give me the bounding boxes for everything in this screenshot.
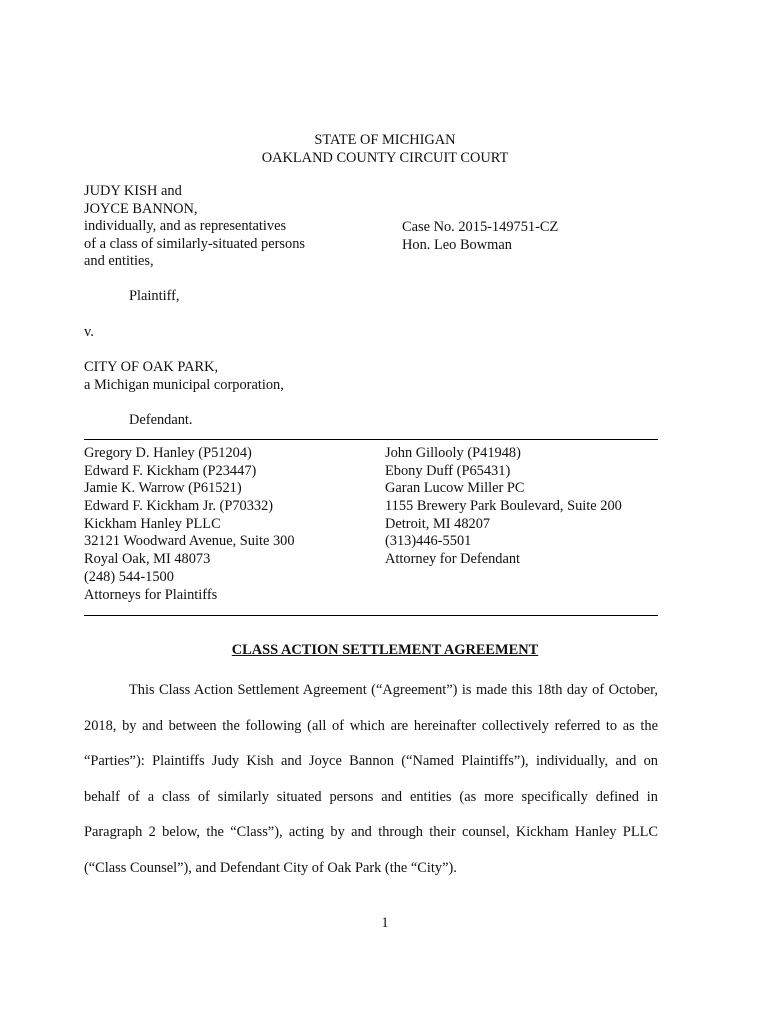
counsel-line: Ebony Duff (P65431) [385,462,511,479]
counsel-line: Edward F. Kickham (P23447) [84,462,257,479]
caption-defendant [84,358,384,393]
agreement-paragraph [84,681,658,895]
case-info [402,218,642,253]
counsel-line: Edward F. Kickham Jr. (P70332) [84,498,274,515]
paragraph-line: “Parties”): Plaintiffs Judy Kish and Joyce Bannon (“Named Plaintiffs”), individually, and on [84,753,658,770]
counsel-line: Attorneys for Plaintiffs [84,586,218,603]
document-title-text: CLASS ACTION SETTLEMENT AGREEMENT [231,642,539,658]
plaintiff-line: individually, and as representatives [84,218,287,235]
divider-top [84,439,658,440]
versus: v. [84,324,94,340]
counsel-line: 32121 Woodward Avenue, Suite 300 [84,533,295,550]
paragraph-line: This Class Action Settlement Agreement (“Agreement”) is made this 18th day of October, [129,682,658,698]
plaintiff-line: of a class of similarly-situated persons [84,235,306,252]
counsel-line: Detroit, MI 48207 [385,515,491,532]
plaintiff-label: Plaintiff, [129,288,180,304]
court-state: STATE OF MICHIGAN [314,132,456,148]
counsel-line: (248) 544-1500 [84,568,174,585]
counsel-line: Royal Oak, MI 48073 [84,551,211,568]
court-name: OAKLAND COUNTY CIRCUIT COURT [261,150,509,166]
paragraph-line: behalf of a class of similarly situated persons and entities (as more specifically defined in [84,788,658,805]
caption-plaintiffs [84,182,374,270]
defendant-counsel [385,444,655,568]
counsel-line: John Gillooly (P41948) [385,445,521,461]
divider-bottom [84,615,658,616]
page-number: 1 [381,915,389,931]
paragraph-line: Paragraph 2 below, the “Class”), acting by and through their counsel, Kickham Hanley PLLC [84,824,658,841]
plaintiff-line: JUDY KISH and [84,183,182,199]
document-title [0,641,770,659]
plaintiff-line: and entities, [84,253,154,270]
counsel-line: Garan Lucow Miller PC [385,480,525,497]
counsel-line: Gregory D. Hanley (P51204) [84,445,252,461]
counsel-line: Attorney for Defendant [385,551,521,568]
defendant-line: a Michigan municipal corporation, [84,376,284,393]
counsel-line: Kickham Hanley PLLC [84,515,221,532]
defendant-line: CITY OF OAK PARK, [84,359,219,375]
counsel-line: (313)446-5501 [385,533,472,550]
counsel-line: 1155 Brewery Park Boulevard, Suite 200 [385,498,622,515]
counsel-line: Jamie K. Warrow (P61521) [84,480,242,497]
judge-name: Hon. Leo Bowman [402,236,512,253]
paragraph-line: 2018, by and between the following (all of which are hereinafter collectively referred to as the [84,717,658,734]
case-number: Case No. 2015-149751-CZ [402,219,559,235]
defendant-label: Defendant. [129,412,193,428]
paragraph-line: (“Class Counsel”), and Defendant City of Oak Park (the “City”). [84,859,457,876]
plaintiffs-counsel [84,444,374,603]
court-header [0,131,770,167]
plaintiff-line: JOYCE BANNON, [84,200,198,217]
